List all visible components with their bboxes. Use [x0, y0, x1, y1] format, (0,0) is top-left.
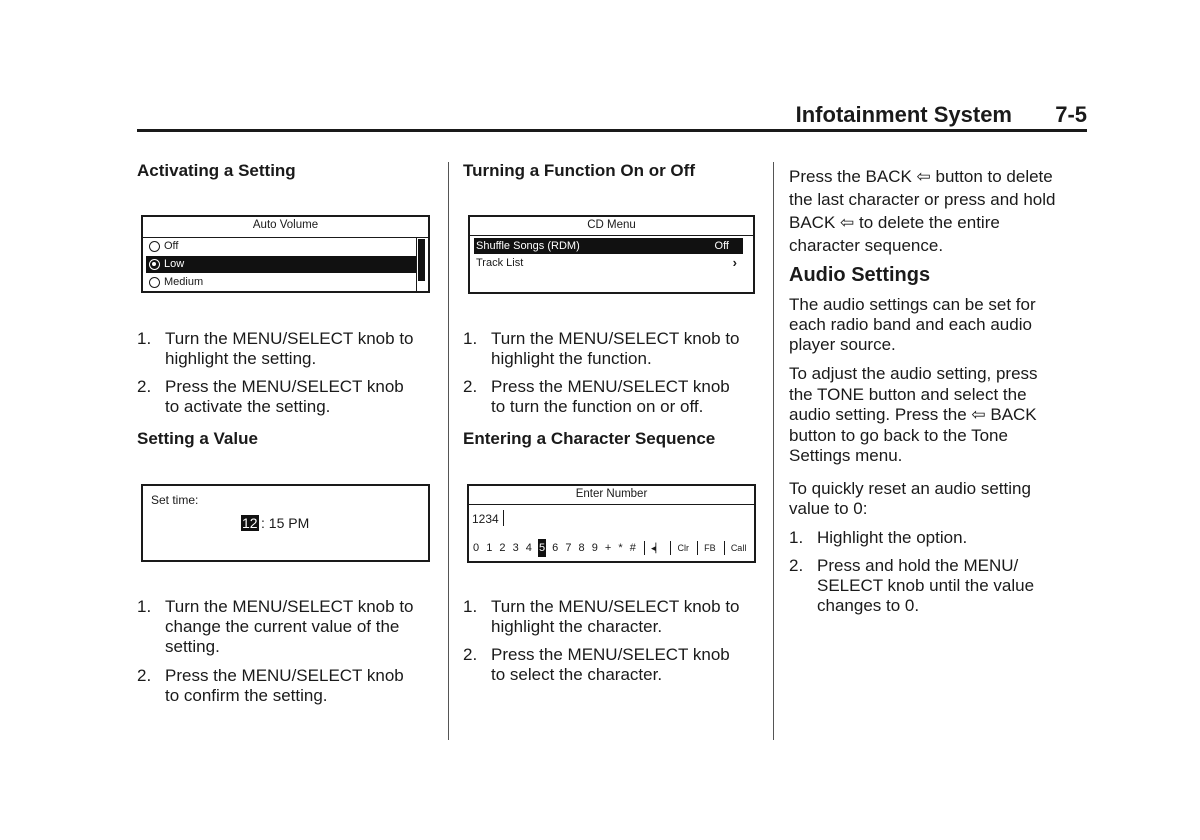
key[interactable]: 3 — [512, 542, 519, 554]
text-line: button to go back to the Tone — [789, 425, 1008, 445]
menu-item-label: Track List — [476, 257, 524, 269]
list-item — [789, 556, 1089, 618]
menu-item-shuffle[interactable] — [474, 238, 743, 254]
key[interactable]: 1 — [486, 542, 493, 554]
character-keys — [472, 539, 749, 557]
list-item — [463, 377, 768, 419]
step-number: 2. — [463, 377, 478, 396]
step-number: 2. — [137, 377, 152, 396]
text-line: Press the BACK ⇦ button to delete — [789, 167, 1053, 186]
text-line: To adjust the audio setting, press — [789, 364, 1038, 383]
step-text: Highlight the option. — [817, 528, 968, 547]
paragraph: The audio settings can be set for each radio band and each audio player source. — [789, 295, 1036, 354]
divider — [469, 504, 754, 505]
chevron-right-icon: › — [732, 255, 737, 270]
step-number: 1. — [137, 329, 152, 348]
key-selected[interactable]: 5 — [538, 539, 546, 557]
radio-checked-icon — [149, 259, 160, 270]
text-line: Settings menu. — [789, 446, 903, 465]
step-text: Turn the MENU/SELECT knob to change the current value of the setting. — [165, 597, 414, 656]
heading-function-on-off: Turning a Function On or Off — [463, 161, 695, 180]
step-number: 1. — [463, 329, 478, 348]
heading-character-sequence: Entering a Character Sequence — [463, 429, 716, 448]
step-text: Turn the MENU/SELECT knob to highlight the character. — [491, 597, 740, 636]
entry-value: 1234 — [472, 512, 499, 526]
option-low[interactable] — [146, 256, 416, 273]
step-text: Press and hold the MENU/ SELECT knob until the value changes to 0. — [817, 556, 1035, 615]
header-rule — [137, 129, 1087, 132]
step-number: 2. — [789, 556, 804, 575]
section-title: Infotainment System — [795, 102, 1012, 127]
step-number: 2. — [463, 645, 478, 664]
key[interactable]: 8 — [578, 542, 585, 554]
radio-unchecked-icon — [149, 241, 160, 252]
step-text: Turn the MENU/SELECT knob to highlight the setting. — [165, 329, 414, 368]
heading-setting-value: Setting a Value — [137, 429, 258, 448]
page-header — [137, 100, 1087, 132]
screen-title: Auto Volume — [252, 219, 319, 231]
text-line: the TONE button and select the — [789, 384, 1027, 404]
option-off[interactable] — [146, 238, 416, 255]
heading-activating-setting: Activating a Setting — [137, 161, 296, 180]
step-text: Turn the MENU/SELECT knob to highlight the function. — [491, 329, 740, 368]
fb-key[interactable]: FB — [704, 543, 716, 553]
option-label: Low — [164, 258, 185, 270]
key[interactable]: 6 — [552, 542, 559, 554]
step-number: 1. — [137, 597, 152, 616]
text-line: character sequence. — [789, 236, 944, 255]
list-item — [463, 645, 768, 687]
tone-instructions — [789, 364, 1089, 467]
divider — [470, 235, 753, 236]
separator — [697, 541, 698, 555]
option-label: Off — [164, 240, 179, 252]
text-line: audio setting. Press the ⇦ BACK — [789, 405, 1037, 424]
key[interactable]: 9 — [591, 542, 598, 554]
key[interactable]: + — [604, 542, 612, 554]
set-time-screen — [141, 484, 430, 562]
step-text: Press the MENU/SELECT knob to activate the setting. — [165, 377, 404, 416]
separator — [670, 541, 671, 555]
column-divider — [773, 162, 774, 740]
list-item — [137, 666, 442, 708]
key[interactable]: * — [618, 542, 623, 554]
list-item — [137, 329, 442, 371]
separator — [724, 541, 725, 555]
call-key[interactable]: Call — [730, 543, 747, 553]
key[interactable]: 4 — [525, 542, 532, 554]
cd-menu-screen — [468, 215, 755, 294]
screen-title: CD Menu — [587, 219, 636, 231]
menu-item-track-list[interactable] — [474, 255, 743, 271]
enter-number-screen — [467, 484, 756, 563]
list-item — [137, 597, 442, 659]
scrollbar[interactable] — [416, 238, 426, 291]
list-item — [463, 597, 768, 639]
step-number: 1. — [789, 528, 804, 547]
option-label: Medium — [164, 276, 204, 288]
step-number: 2. — [137, 666, 152, 685]
menu-item-value: Off — [714, 240, 729, 252]
set-time-label: Set time: — [151, 493, 199, 507]
heading-audio-settings: Audio Settings — [789, 264, 931, 286]
page-number: 7-5 — [1055, 102, 1087, 127]
hour-value[interactable]: 12 — [242, 515, 258, 531]
column-divider — [448, 162, 449, 740]
paragraph: To quickly reset an audio setting value to 0: — [789, 479, 1031, 518]
step-number: 1. — [463, 597, 478, 616]
menu-item-label: Shuffle Songs (RDM) — [476, 240, 580, 252]
key[interactable]: 2 — [499, 542, 506, 554]
list-item — [463, 329, 768, 371]
clear-key[interactable]: Clr — [677, 543, 690, 553]
time-remainder: : 15 PM — [261, 515, 310, 531]
text-cursor — [503, 510, 504, 526]
screen-title: Enter Number — [575, 488, 648, 500]
radio-unchecked-icon — [149, 277, 160, 288]
back-instructions — [789, 165, 1089, 257]
step-text: Press the MENU/SELECT knob to turn the function on or off. — [491, 377, 730, 416]
scrollbar-thumb[interactable] — [418, 239, 425, 281]
list-item — [137, 377, 442, 419]
step-text: Press the MENU/SELECT knob to confirm the setting. — [165, 666, 404, 705]
key[interactable]: 0 — [473, 542, 480, 554]
option-medium[interactable] — [146, 274, 416, 291]
list-item — [789, 528, 1089, 550]
backspace-icon[interactable]: ◂▏ — [650, 543, 663, 553]
separator — [644, 541, 645, 555]
key[interactable]: 7 — [565, 542, 572, 554]
text-line: BACK ⇦ to delete the entire — [789, 213, 1000, 232]
key[interactable]: # — [629, 542, 636, 554]
auto-volume-screen — [141, 215, 430, 293]
step-text: Press the MENU/SELECT knob to select the character. — [491, 645, 730, 684]
text-line: the last character or press and hold — [789, 190, 1056, 209]
